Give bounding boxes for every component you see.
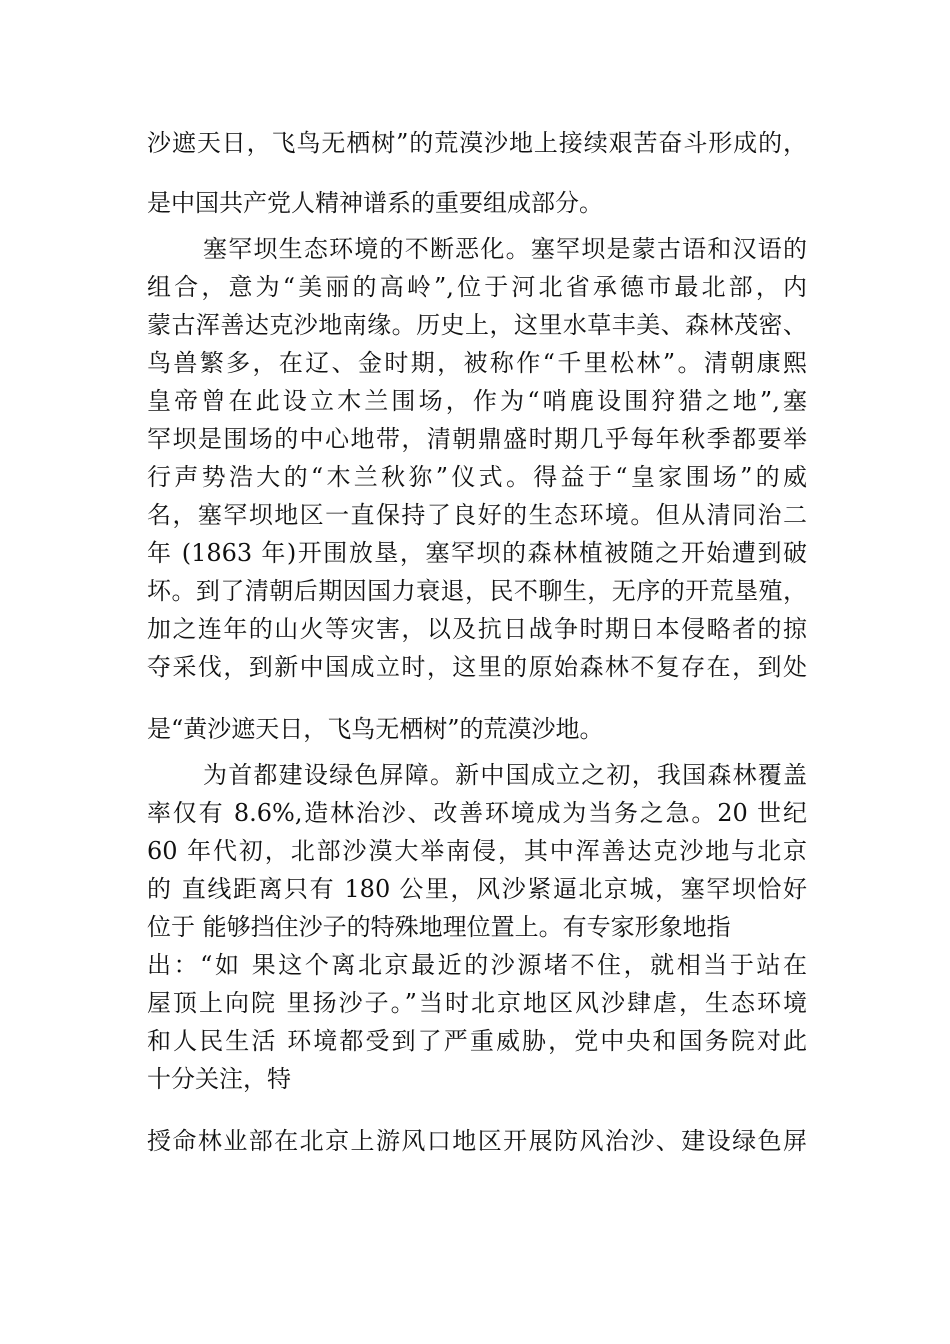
text-line: 行声势浩大的“木兰秋狝”仪式。得益于“皇家围场”的威	[147, 463, 807, 491]
text-line: 是中国共产党人精神谱系的重要组成部分。	[147, 189, 603, 217]
text-line: 授命林业部在北京上游风口地区开展防风治沙、建设绿色屏	[147, 1127, 807, 1155]
text-line: 位于 能够挡住沙子的特殊地理位置上。有专家形象地指	[147, 913, 731, 941]
text-line: 年 (1863 年)开围放垦，塞罕坝的森林植被随之开始遭到破	[147, 539, 807, 567]
text-line: 出：“如 果这个离北京最近的沙源堵不住，就相当于站在	[147, 951, 807, 979]
text-line: 屋顶上向院 里扬沙子。”当时北京地区风沙肆虐，生态环境	[147, 989, 807, 1017]
text-line: 和人民生活 环境都受到了严重威胁，党中央和国务院对此	[147, 1027, 807, 1055]
text-line: 蒙古浑善达克沙地南缘。历史上，这里水草丰美、森林茂密、	[147, 311, 807, 339]
text-line: 皇帝曾在此设立木兰围场，作为“哨鹿设围狩猎之地”,塞	[147, 387, 807, 415]
paragraph-first-line: 塞罕坝生态环境的不断恶化。塞罕坝是蒙古语和汉语的	[203, 235, 807, 263]
text-line: 鸟兽繁多，在辽、金时期，被称作“千里松林”。清朝康熙	[147, 349, 807, 377]
text-line: 名，塞罕坝地区一直保持了良好的生态环境。但从清同治二	[147, 501, 807, 529]
text-line: 是“黄沙遮天日，飞鸟无栖树”的荒漠沙地。	[147, 715, 604, 743]
text-line: 夺采伐，到新中国成立时，这里的原始森林不复存在，到处	[147, 653, 807, 681]
text-line: 的 直线距离只有 180 公里，风沙紧逼北京城，塞罕坝恰好	[147, 875, 807, 903]
text-line: 罕坝是围场的中心地带，清朝鼎盛时期几乎每年秋季都要举	[147, 425, 807, 453]
text-line: 坏。到了清朝后期因国力衰退，民不聊生，无序的开荒垦殖，	[147, 577, 807, 605]
text-line: 率仅有 8.6%,造林治沙、改善环境成为当务之急。20 世纪	[147, 799, 807, 827]
text-line: 组合，意为“美丽的高岭”,位于河北省承德市最北部，内	[147, 273, 807, 301]
text-line: 十分关注，特	[147, 1065, 291, 1093]
text-line: 加之连年的山火等灾害，以及抗日战争时期日本侵略者的掠	[147, 615, 807, 643]
text-line: 60 年代初，北部沙漠大举南侵，其中浑善达克沙地与北京	[147, 837, 807, 865]
paragraph-first-line: 为首都建设绿色屏障。新中国成立之初，我国森林覆盖	[203, 761, 807, 789]
text-line: 沙遮天日，飞鸟无栖树”的荒漠沙地上接续艰苦奋斗形成的，	[147, 129, 807, 157]
